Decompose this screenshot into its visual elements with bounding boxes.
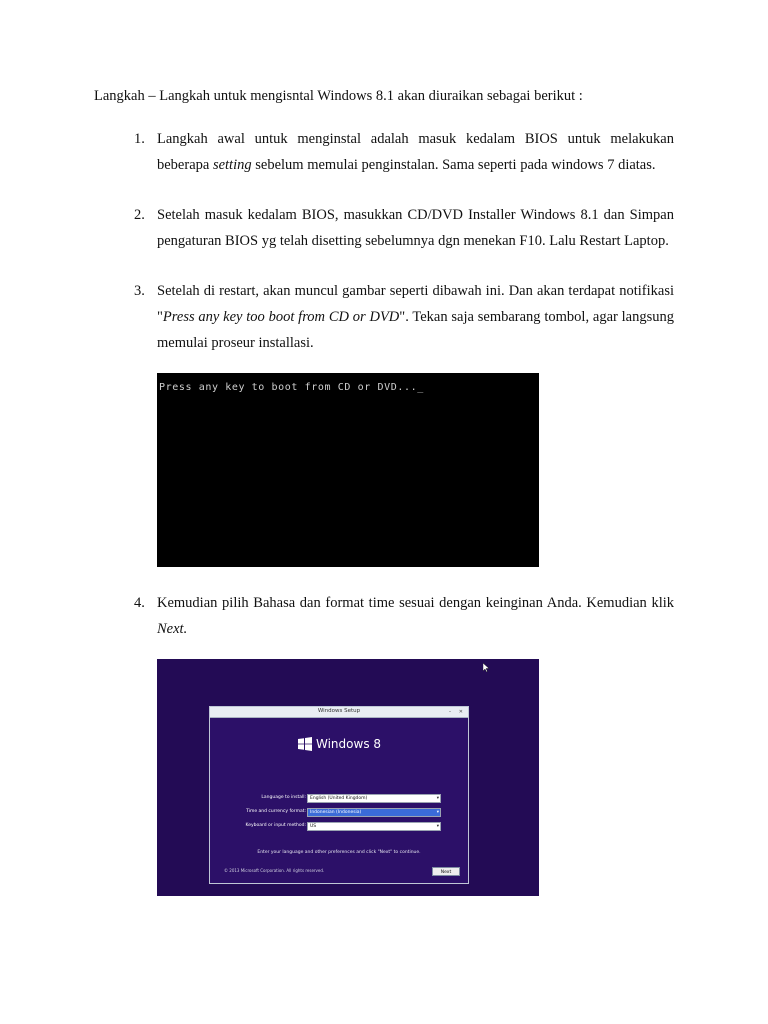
- list-number: 2.: [134, 207, 145, 223]
- text-part: Setelah di restart, akan muncul gambar seperti dibawah ini. Dan akan terdapat notifikasi ": [157, 283, 674, 325]
- keyboard-value: US: [310, 824, 317, 829]
- list-item: [126, 278, 674, 356]
- setup-dialog: [209, 706, 469, 884]
- keyboard-select[interactable]: [307, 822, 441, 831]
- list-item: [126, 590, 674, 642]
- chevron-down-icon: ▾: [436, 824, 439, 829]
- language-row: [210, 794, 470, 803]
- chevron-down-icon: ▾: [436, 810, 439, 815]
- list-number: 1.: [134, 131, 145, 147]
- boot-screen-image: [157, 373, 539, 567]
- time-format-select[interactable]: [307, 808, 441, 817]
- windows-flag-icon: [298, 737, 312, 751]
- text-part: Setelah masuk kedalam BIOS, masukkan CD/DVD Installer Windows 8.1 dan Simpan pengaturan BIOS yg telah disetting sebelumnya dgn menekan F10. Lalu Restart Laptop.: [157, 207, 674, 249]
- emphasis-text: Press any key too boot from CD or DVD: [162, 309, 400, 325]
- windows-setup-image: [157, 659, 539, 896]
- list-item-text: [157, 126, 674, 178]
- setup-hint: Enter your language and other preferences and click "Next" to continue.: [257, 850, 421, 855]
- text-part: Kemudian pilih Bahasa dan format time sesuai dengan keinginan Anda. Kemudian klik: [157, 595, 674, 611]
- list-item-text: [157, 590, 674, 642]
- keyboard-row: [210, 822, 470, 831]
- windows-logo: [298, 737, 381, 751]
- list-item: [126, 202, 674, 254]
- windows-logo-text: Windows 8: [316, 737, 382, 751]
- list-item: [126, 126, 674, 178]
- next-button[interactable]: Next: [432, 867, 460, 876]
- emphasis-text: setting: [212, 157, 252, 173]
- text-part: sebelum memulai penginstalan. Sama seperti pada windows 7 diatas.: [251, 157, 656, 173]
- time-format-row: [210, 808, 470, 817]
- intro-text: Langkah – Langkah untuk mengisntal Windows 8.1 akan diuraikan sebagai berikut :: [94, 88, 583, 104]
- time-format-label: Time and currency format:: [246, 809, 306, 814]
- list-number: 3.: [134, 283, 145, 299]
- dialog-titlebar: [210, 707, 468, 718]
- language-value: English (United Kingdom): [310, 796, 368, 801]
- copyright-text: © 2013 Microsoft Corporation. All rights reserved.: [224, 868, 325, 873]
- chevron-down-icon: ▾: [436, 796, 439, 801]
- list-item-text: [157, 278, 674, 356]
- text-part: Langkah awal untuk menginstal adalah masuk kedalam BIOS untuk melakukan beberapa: [157, 131, 674, 173]
- language-select[interactable]: [307, 794, 441, 803]
- keyboard-label: Keyboard or input method:: [245, 823, 306, 828]
- dialog-title: Windows Setup: [317, 708, 361, 714]
- time-format-value: Indonesian (Indonesia): [310, 810, 362, 815]
- mouse-cursor-icon: [483, 663, 489, 672]
- language-label: Language to install:: [261, 795, 306, 800]
- window-controls[interactable]: – ✕: [448, 709, 466, 715]
- list-item-text: [157, 202, 674, 254]
- list-number: 4.: [134, 595, 145, 611]
- emphasis-text: Next.: [157, 621, 188, 637]
- boot-message: Press any key to boot from CD or DVD..._: [159, 382, 424, 393]
- text-part: ". Tekan saja sembarang tombol, agar langsung memulai proseur installasi.: [157, 309, 674, 351]
